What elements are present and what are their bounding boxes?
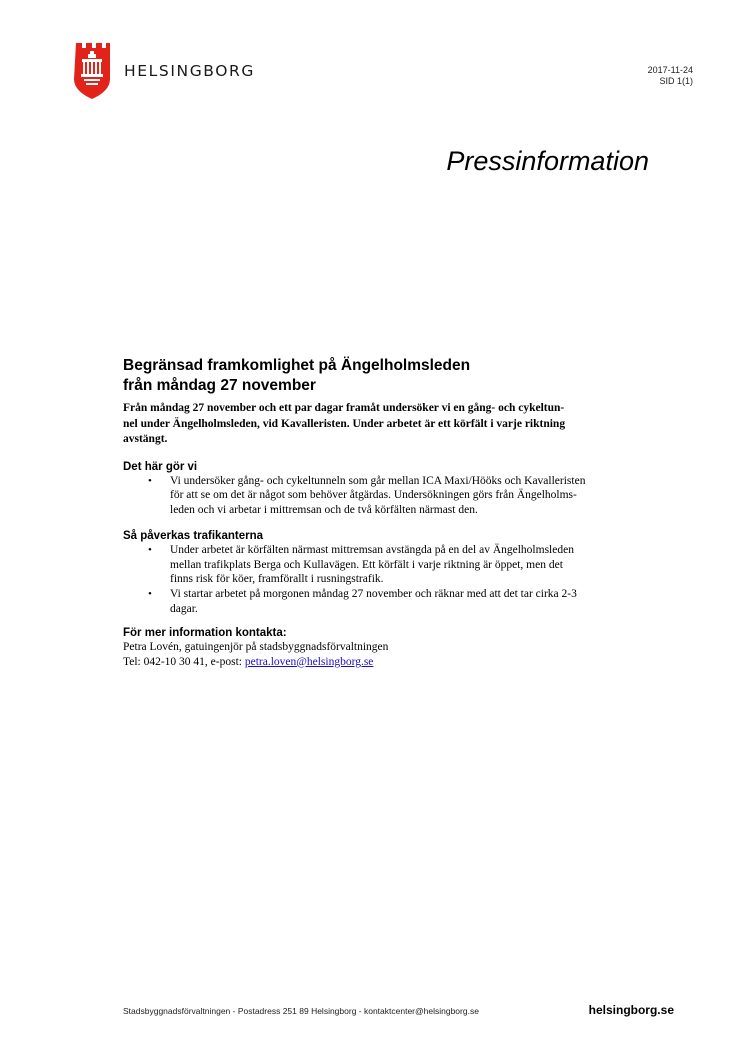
document-body [123, 356, 653, 669]
helsingborg-crest-logo [74, 43, 110, 99]
brand-name: HELSINGBORG [124, 62, 256, 80]
contact-person: Petra Lovén, gatuingenjör på stadsbyggnadsförvaltningen [123, 641, 389, 654]
bullet-line: • Vi startar arbetet på morgonen måndag 27 november och räknar med att det tar cirka 2-3 [170, 588, 577, 601]
bullet-item [170, 543, 653, 587]
contact-title: För mer information kontakta: [123, 627, 287, 640]
bullet-line: finns risk för köer, framförallt i rusningstrafik. [170, 573, 384, 586]
page-number: SID 1(1) [659, 75, 693, 86]
headline [123, 356, 653, 396]
section-title: Så påverkas trafikanterna [123, 530, 263, 543]
bullet-list [123, 543, 653, 616]
bullet-line: • Under arbetet är körfälten närmast mittremsan avstängda på en del av Ängelholmsleden [170, 544, 574, 557]
document-type-title: Pressinformation [446, 146, 649, 176]
section-title: Det här gör vi [123, 460, 198, 473]
contact-phone-email [123, 655, 653, 670]
footer-address: Stadsbyggnadsförvaltningen - Postadress 251 89 Helsingborg - kontaktcenter@helsingborg.se [123, 1006, 479, 1016]
headline-line: Begränsad framkomlighet på Ängelholmsleden [123, 357, 471, 374]
bullet-line: mellan trafikplats Berga och Kullavägen. Ett körfält i varje riktning är öppet, men det [170, 558, 563, 571]
lead-line: nel under Ängelholmsleden, vid Kavalleristen. Under arbetet är ett körfält i varje riktning [123, 417, 566, 430]
bullet-line: dagar. [170, 602, 198, 615]
bullet-line: leden och vi arbetar i mittremsan och de två körfälten närmast den. [170, 503, 478, 516]
lead-paragraph [123, 401, 653, 448]
document-meta [648, 65, 693, 86]
bullet-line: för att se om det är något som behöver åtgärdas. Undersökningen görs från Ängelholms- [170, 489, 577, 502]
lead-line: Från måndag 27 november och ett par dagar framåt undersöker vi en gång- och cykeltun- [123, 402, 565, 414]
bullet-item [170, 587, 653, 616]
contact-email-link[interactable]: petra.loven@helsingborg.se [244, 655, 374, 668]
headline-line: från måndag 27 november [123, 377, 316, 394]
bullet-line: • Vi undersöker gång- och cykeltunneln som går mellan ICA Maxi/Hööks och Kavalleristen [170, 474, 586, 487]
bullet-item [170, 474, 653, 518]
document-date: 2017-11-24 [647, 65, 693, 75]
lead-line: avstängt. [123, 433, 168, 445]
contact-phone: Tel: 042-10 30 41, e-post: [123, 655, 245, 668]
footer-website: helsingborg.se [588, 1003, 674, 1017]
bullet-list [123, 474, 653, 518]
